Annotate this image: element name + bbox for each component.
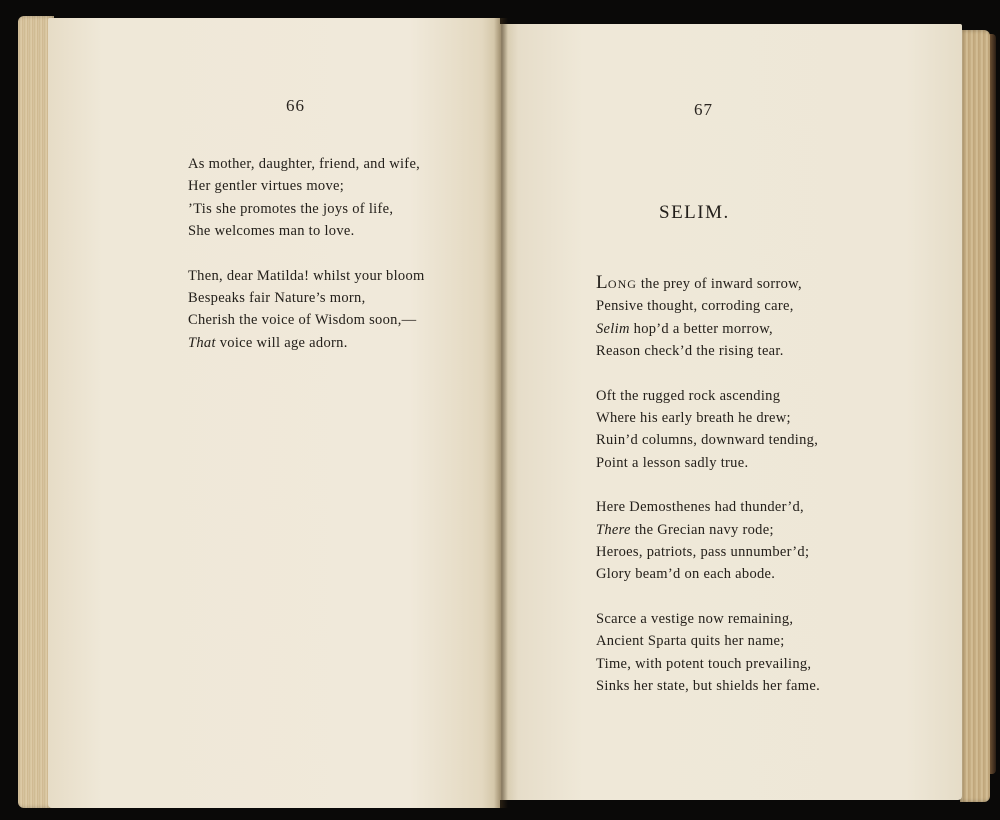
poem-line: Here Demosthenes had thunder’d, — [596, 499, 804, 516]
poem-line: As mother, daughter, friend, and wife, — [188, 156, 421, 172]
poem-title: SELIM. — [659, 202, 730, 223]
open-book — [18, 10, 990, 810]
right-page-edges — [960, 30, 990, 802]
poem-line: Then, dear Matilda! whilst your bloom — [188, 267, 425, 284]
right-page-poem — [596, 272, 820, 720]
stanza — [596, 385, 820, 475]
poem-line: Glory beam’d on each abode. — [596, 566, 776, 583]
poem-line: Pensive thought, corroding care, — [596, 298, 794, 315]
poem-line: Ruin’d columns, downward tending, — [596, 432, 819, 449]
poem-line: Her gentler virtues move; — [188, 178, 345, 195]
left-page-poem — [188, 153, 425, 376]
first-line-rest: the prey of inward sorrow, — [636, 276, 802, 292]
poem-first-line — [596, 272, 820, 295]
drop-cap: L — [596, 272, 608, 293]
stanza — [596, 496, 820, 586]
poem-line: There the Grecian navy rode; — [596, 521, 774, 538]
book-gutter — [494, 18, 508, 808]
poem-line: Where his early breath he drew; — [596, 410, 791, 427]
poem-line: ’Tis she promotes the joys of life, — [188, 200, 394, 217]
poem-line: Bespeaks fair Nature’s morn, — [188, 290, 366, 307]
poem-line: Reason check’d the rising tear. — [596, 343, 784, 360]
stanza — [188, 153, 425, 243]
poem-line: She welcomes man to love. — [188, 223, 355, 240]
stanza — [188, 265, 425, 355]
poem-line: Cherish the voice of Wisdom soon,— — [188, 312, 417, 329]
stanza — [596, 272, 820, 363]
poem-line: Ancient Sparta quits her name; — [596, 633, 785, 650]
poem-line: Oft the rugged rock ascending — [596, 387, 781, 404]
page-number-right: 67 — [694, 100, 713, 119]
poem-line: Sinks her state, but shields her fame. — [596, 678, 821, 695]
poem-line: Heroes, patriots, pass unnumber’d; — [596, 544, 810, 561]
poem-line: Time, with potent touch prevailing, — [596, 655, 812, 672]
page-number-left: 66 — [286, 96, 305, 115]
stanza — [596, 608, 820, 698]
poem-line: Scarce a vestige now remaining, — [596, 610, 794, 627]
poem-line: Point a lesson sadly true. — [596, 454, 749, 471]
small-caps-word: ONG — [607, 277, 637, 291]
left-page — [48, 18, 500, 808]
poem-line: That voice will age adorn. — [188, 334, 348, 351]
poem-line: Selim hop’d a better morrow, — [596, 320, 773, 337]
